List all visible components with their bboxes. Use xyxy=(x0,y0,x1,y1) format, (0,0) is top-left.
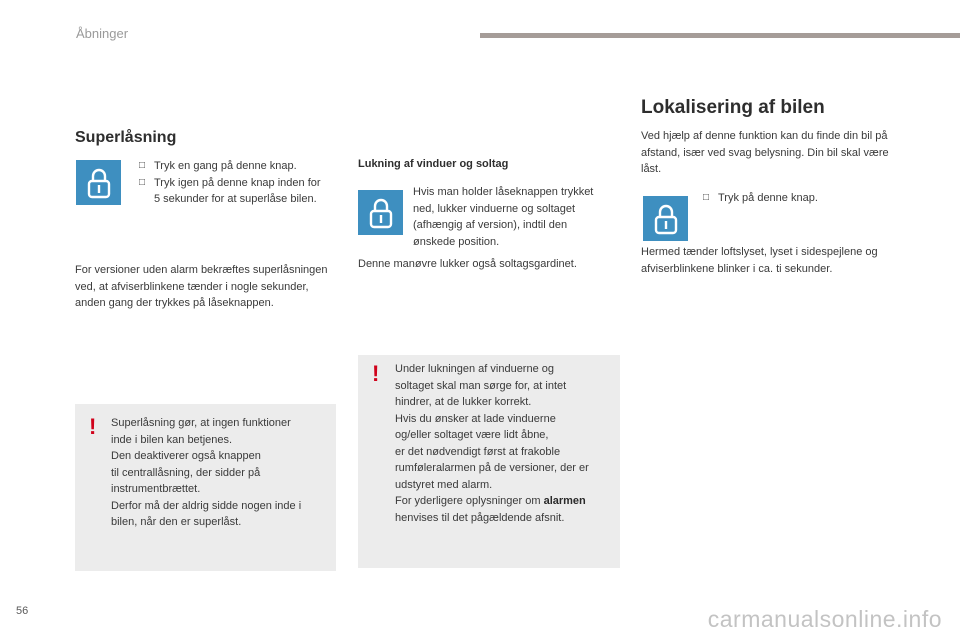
windows-warning-text: Under lukningen af vinduerne og soltaget skal man sørge for, at intet hindrer, at de lukker korrekt. Hvis du ønsker at lade vinduerne og/eller soltaget være lidt åbne, er det nødvendigt først at frakoble rumføleralarmen på de versioner, der er udstyret med alarm. For yderligere oplysninger om alarmen henvises til det pågældende afsnit. xyxy=(395,363,589,524)
bullet-checkbox-icon: □ xyxy=(139,160,146,171)
superlock-step: □ Tryk igen på denne knap inden for 5 sekunder for at superlåse bilen. xyxy=(139,176,321,205)
locate-step: □ Tryk på denne knap. xyxy=(703,190,903,207)
windows-heading: Lukning af vinduer og soltag xyxy=(358,158,509,170)
lock-icon xyxy=(653,203,679,235)
windows-description: Hvis man holder låseknappen trykket ned, lukker vinduerne og soltaget (afhængig af version), indtil den ønskede position. xyxy=(413,186,594,248)
windows-note: Denne manøvre lukker også soltagsgardinet. xyxy=(358,258,577,270)
superlock-warning-text: Superlåsning gør, at ingen funktioner inde i bilen kan betjenes. Den deaktiverer også knappen til centrallåsning, der sidder på instrumentbrættet. Derfor må der aldrig sidde nogen inde i bilen, når den er superlåst. xyxy=(111,417,302,528)
watermark: carmanualsonline.info xyxy=(707,606,942,632)
lock-button-illustration xyxy=(76,160,121,205)
superlock-warning-box xyxy=(75,404,336,571)
locate-intro: Ved hjælp af denne funktion kan du finde din bil på afstand, især ved svag belysning. Din bil skal være låst. xyxy=(641,130,889,175)
warning-icon: ! xyxy=(89,414,97,439)
lock-button-illustration xyxy=(358,190,403,235)
superlock-step: □ Tryk en gang på denne knap. xyxy=(139,158,329,175)
warning-icon: ! xyxy=(372,361,380,386)
lock-button-illustration xyxy=(643,196,688,241)
page-number: 56 xyxy=(16,605,29,617)
superlock-paragraph: For versioner uden alarm bekræftes superlåsningen ved, at afviserblinkene tænder i nogle sekunder, anden gang der trykkes på låseknappen. xyxy=(75,264,328,309)
locate-outro: Hermed tænder loftslyset, lyset i sidespejlene og afviserblinkene blinker i ca. ti sekunder. xyxy=(641,246,878,275)
locate-heading: Lokalisering af bilen xyxy=(641,97,825,118)
lock-icon xyxy=(368,197,394,229)
locate-steps xyxy=(703,190,903,207)
bullet-checkbox-icon: □ xyxy=(703,192,710,203)
lock-icon xyxy=(86,167,112,199)
windows-warning-box xyxy=(358,355,620,568)
bullet-checkbox-icon: □ xyxy=(139,176,146,188)
superlock-heading: Superlåsning xyxy=(75,129,177,146)
alarm-keyword: alarmen xyxy=(543,495,586,507)
chapter-title: Åbninger xyxy=(76,26,129,41)
header-divider-bar xyxy=(480,33,960,38)
superlock-steps xyxy=(139,158,329,208)
